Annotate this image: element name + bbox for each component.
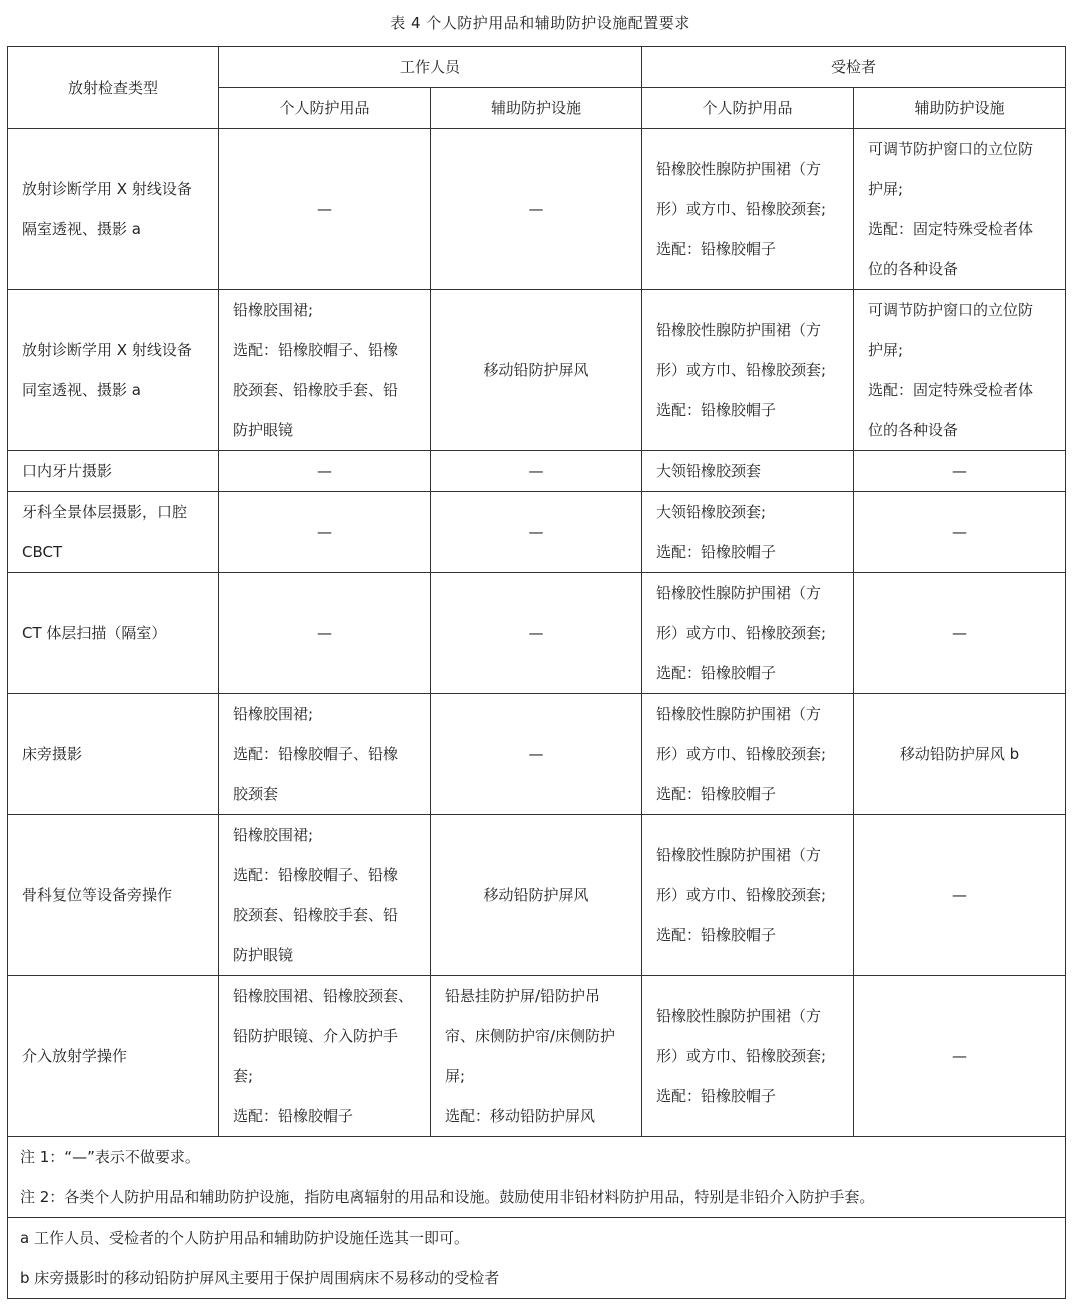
- header-examinee-aux: 辅助防护设施: [854, 88, 1066, 129]
- cell-examinee-aux: —: [854, 573, 1066, 694]
- cell-exam-type: 放射诊断学用 X 射线设备 隔室透视、摄影 a: [8, 129, 219, 290]
- cell-examinee-ppe: 铅橡胶性腺防护围裙（方 形）或方巾、铅橡胶颈套; 选配：铅橡胶帽子: [642, 129, 854, 290]
- footnotes-cell: [8, 1218, 1066, 1299]
- cell-exam-type: 床旁摄影: [8, 694, 219, 815]
- cell-examinee-ppe: 铅橡胶性腺防护围裙（方 形）或方巾、铅橡胶颈套; 选配：铅橡胶帽子: [642, 815, 854, 976]
- cell-examinee-ppe: 铅橡胶性腺防护围裙（方 形）或方巾、铅橡胶颈套; 选配：铅橡胶帽子: [642, 290, 854, 451]
- cell-examinee-ppe: 铅橡胶性腺防护围裙（方 形）或方巾、铅橡胶颈套; 选配：铅橡胶帽子: [642, 694, 854, 815]
- cell-staff-ppe: —: [219, 129, 431, 290]
- protection-requirements-table: [7, 46, 1066, 1299]
- cell-exam-type: 介入放射学操作: [8, 976, 219, 1137]
- footnote-b: b 床旁摄影时的移动铅防护屏风主要用于保护周围病床不易移动的受检者: [20, 1269, 500, 1287]
- cell-examinee-ppe: 大领铅橡胶颈套: [642, 451, 854, 492]
- table-row: [8, 815, 1066, 976]
- cell-staff-aux: —: [431, 129, 642, 290]
- cell-staff-aux: —: [431, 451, 642, 492]
- cell-examinee-aux: 可调节防护窗口的立位防 护屏; 选配：固定特殊受检者体 位的各种设备: [854, 290, 1066, 451]
- notes-row: [8, 1137, 1066, 1218]
- header-staff-aux: 辅助防护设施: [431, 88, 642, 129]
- cell-examinee-ppe: 铅橡胶性腺防护围裙（方 形）或方巾、铅橡胶颈套; 选配：铅橡胶帽子: [642, 976, 854, 1137]
- cell-staff-ppe: 铅橡胶围裙; 选配：铅橡胶帽子、铅橡 胶颈套: [219, 694, 431, 815]
- cell-staff-ppe: 铅橡胶围裙、铅橡胶颈套、 铅防护眼镜、介入防护手 套; 选配：铅橡胶帽子: [219, 976, 431, 1137]
- table-row: [8, 694, 1066, 815]
- cell-examinee-ppe: 大领铅橡胶颈套; 选配：铅橡胶帽子: [642, 492, 854, 573]
- cell-staff-aux: 铅悬挂防护屏/铅防护吊 帘、床侧防护帘/床侧防护 屏; 选配：移动铅防护屏风: [431, 976, 642, 1137]
- cell-staff-aux: 移动铅防护屏风: [431, 815, 642, 976]
- table-row: [8, 976, 1066, 1137]
- cell-exam-type: 骨科复位等设备旁操作: [8, 815, 219, 976]
- cell-examinee-ppe: 铅橡胶性腺防护围裙（方 形）或方巾、铅橡胶颈套; 选配：铅橡胶帽子: [642, 573, 854, 694]
- cell-staff-ppe: —: [219, 492, 431, 573]
- header-staff-ppe: 个人防护用品: [219, 88, 431, 129]
- header-exam-type: 放射检查类型: [8, 47, 219, 129]
- cell-examinee-aux: 移动铅防护屏风 b: [854, 694, 1066, 815]
- cell-staff-ppe: —: [219, 573, 431, 694]
- cell-staff-ppe: 铅橡胶围裙; 选配：铅橡胶帽子、铅橡 胶颈套、铅橡胶手套、铅 防护眼镜: [219, 290, 431, 451]
- header-examinee: 受检者: [642, 47, 1066, 88]
- table-row: [8, 129, 1066, 290]
- cell-staff-ppe: —: [219, 451, 431, 492]
- table-row: [8, 290, 1066, 451]
- cell-examinee-aux: 可调节防护窗口的立位防 护屏; 选配：固定特殊受检者体 位的各种设备: [854, 129, 1066, 290]
- footnote-a: a 工作人员、受检者的个人防护用品和辅助防护设施任选其一即可。: [20, 1229, 469, 1247]
- table-row: [8, 573, 1066, 694]
- notes-cell: [8, 1137, 1066, 1218]
- cell-examinee-aux: —: [854, 976, 1066, 1137]
- cell-exam-type: 牙科全景体层摄影，口腔 CBCT: [8, 492, 219, 573]
- table-title: 表 4 个人防护用品和辅助防护设施配置要求: [390, 14, 690, 32]
- cell-staff-aux: —: [431, 694, 642, 815]
- note-2: 注 2：各类个人防护用品和辅助防护设施，指防电离辐射的用品和设施。鼓励使用非铅材料防护用品，特别是非铅介入防护手套。: [20, 1188, 875, 1206]
- cell-exam-type: 口内牙片摄影: [8, 451, 219, 492]
- cell-staff-aux: —: [431, 492, 642, 573]
- cell-staff-ppe: 铅橡胶围裙; 选配：铅橡胶帽子、铅橡 胶颈套、铅橡胶手套、铅 防护眼镜: [219, 815, 431, 976]
- cell-staff-aux: 移动铅防护屏风: [431, 290, 642, 451]
- note-1: 注 1：“—”表示不做要求。: [20, 1148, 200, 1166]
- footnotes-row: [8, 1218, 1066, 1299]
- cell-examinee-aux: —: [854, 451, 1066, 492]
- table-row: [8, 492, 1066, 573]
- cell-staff-aux: —: [431, 573, 642, 694]
- table-row: [8, 451, 1066, 492]
- cell-exam-type: 放射诊断学用 X 射线设备 同室透视、摄影 a: [8, 290, 219, 451]
- cell-examinee-aux: —: [854, 815, 1066, 976]
- cell-examinee-aux: —: [854, 492, 1066, 573]
- cell-exam-type: CT 体层扫描（隔室）: [8, 573, 219, 694]
- header-examinee-ppe: 个人防护用品: [642, 88, 854, 129]
- header-staff: 工作人员: [219, 47, 642, 88]
